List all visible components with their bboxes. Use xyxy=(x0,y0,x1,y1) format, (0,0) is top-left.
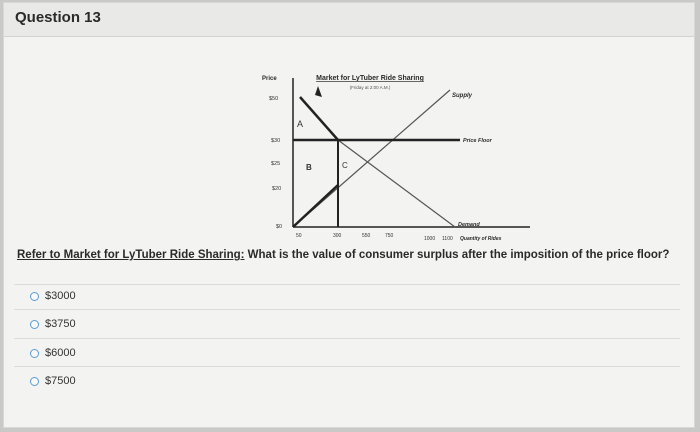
demand-line xyxy=(338,140,455,227)
divider xyxy=(14,338,680,339)
graph-subtitle: (Friday at 2:00 A.M.) xyxy=(349,85,391,90)
radio-button[interactable] xyxy=(30,292,39,301)
area-label-b: B xyxy=(306,163,312,172)
answer-option[interactable] xyxy=(30,373,76,389)
radio-button[interactable] xyxy=(30,320,39,329)
question-title: Question 13 xyxy=(15,9,101,26)
x-tick: 1100 xyxy=(442,236,453,242)
y-tick: $25 xyxy=(271,161,281,167)
answer-option[interactable] xyxy=(30,288,76,304)
x-tick: 50 xyxy=(296,233,302,239)
radio-button[interactable] xyxy=(30,349,39,358)
option-label: $7500 xyxy=(45,375,76,387)
x-tick: 1000 xyxy=(424,236,436,242)
supply-label: Supply xyxy=(452,93,473,99)
supply-line-lower xyxy=(293,185,338,227)
demand-label: Demand xyxy=(458,222,480,228)
answer-option[interactable] xyxy=(30,316,76,332)
option-label: $6000 xyxy=(45,347,76,359)
x-tick: 550 xyxy=(362,233,371,239)
y-tick: $30 xyxy=(271,138,281,144)
price-floor-label: Price Floor xyxy=(463,138,492,144)
graph-title: Market for LyTuber Ride Sharing xyxy=(316,75,424,82)
area-label-a: A xyxy=(297,119,304,129)
area-label-c: C xyxy=(342,161,348,170)
arrow-marker xyxy=(315,86,322,97)
x-tick: 750 xyxy=(385,233,394,239)
y-tick: $0 xyxy=(276,224,283,230)
answer-option[interactable] xyxy=(30,345,76,361)
demand-line-upper xyxy=(300,97,338,140)
divider xyxy=(14,309,680,310)
y-tick: $50 xyxy=(269,96,279,102)
x-axis-label: Quantity of Rides xyxy=(460,236,502,242)
y-tick: $20 xyxy=(272,186,282,192)
radio-button[interactable] xyxy=(30,377,39,386)
option-label: $3750 xyxy=(45,318,76,330)
question-body: What is the value of consumer surplus after the imposition of the price floor? xyxy=(244,249,670,261)
question-text xyxy=(17,249,677,261)
divider xyxy=(14,366,680,367)
divider xyxy=(14,284,680,285)
question-reference: Refer to Market for LyTuber Ride Sharing: xyxy=(17,249,245,261)
option-label: $3000 xyxy=(45,290,76,302)
y-axis-label: Price xyxy=(262,76,277,82)
x-tick: 300 xyxy=(333,233,342,239)
